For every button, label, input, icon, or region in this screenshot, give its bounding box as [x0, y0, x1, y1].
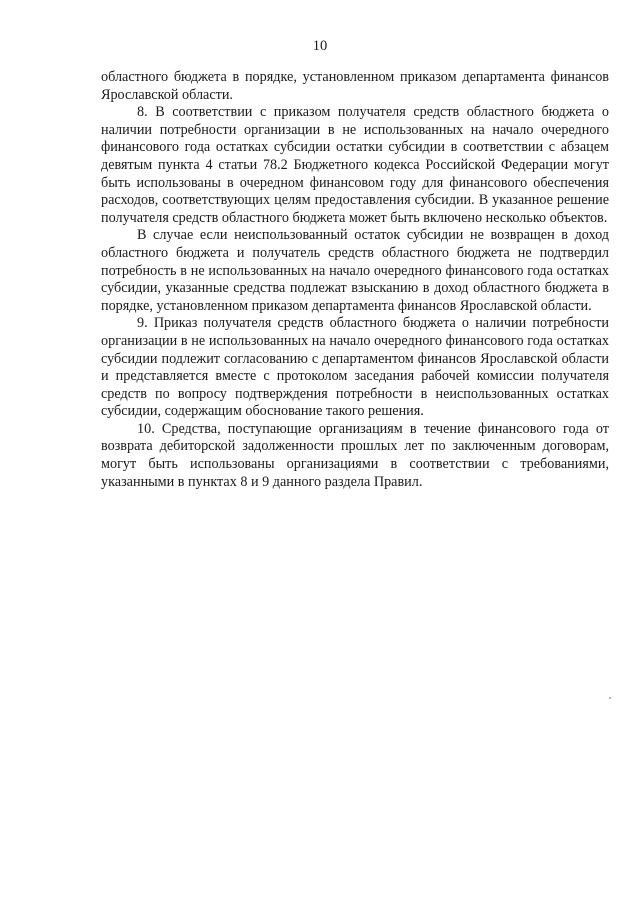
paragraph-unreturned-balance: В случае если неиспользованный остаток субсидии не возвращен в доход областного бюджета и получатель средств областного бюджета не подтвердил потребность в не использованных на начало очередного финансового года остатках субсидии, указанные средства подлежат взысканию в доход областного бюджета в порядке, установленном приказом департамента финансов Ярославской области.: [101, 227, 609, 314]
document-body: [101, 69, 609, 491]
paragraph-item-8: 8. В соответствии с приказом получателя средств областного бюджета о наличии потребности организации в не использованных на начало очередного финансового года остатках субсидии остатки субсидии в соответствии с абзацем девятым пункта 4 статьи 78.2 Бюджетного кодекса Российской Федерации могут быть использованы в очередном финансовом году для финансового обеспечения расходов, соответствующих целям предоставления субсидии. В указанное решение получателя средств областного бюджета может быть включено несколько объектов.: [101, 104, 609, 226]
paragraph-item-10: 10. Средства, поступающие организациям в течение финансового года от возврата дебиторской задолженности прошлых лет по заключенным договорам, могут быть использованы организациями в соответствии с требованиями, указанными в пунктах 8 и 9 данного раздела Правил.: [101, 420, 609, 490]
paragraph-item-9: 9. Приказ получателя средств областного бюджета о наличии потребности организации в не использованных на начало очередного финансового года остатках субсидии подлежит согласованию с департаментом финансов Ярославской области и представляется вместе с протоколом заседания рабочей комиссии получателя средств по вопросу подтверждения потребности в неиспользованных остатках субсидии, содержащим обоснование такого решения.: [101, 315, 609, 420]
page-number: 10: [312, 38, 328, 54]
paragraph-continuation: областного бюджета в порядке, установленном приказом департамента финансов Ярославской области.: [101, 69, 609, 103]
scan-speck: [609, 697, 611, 699]
